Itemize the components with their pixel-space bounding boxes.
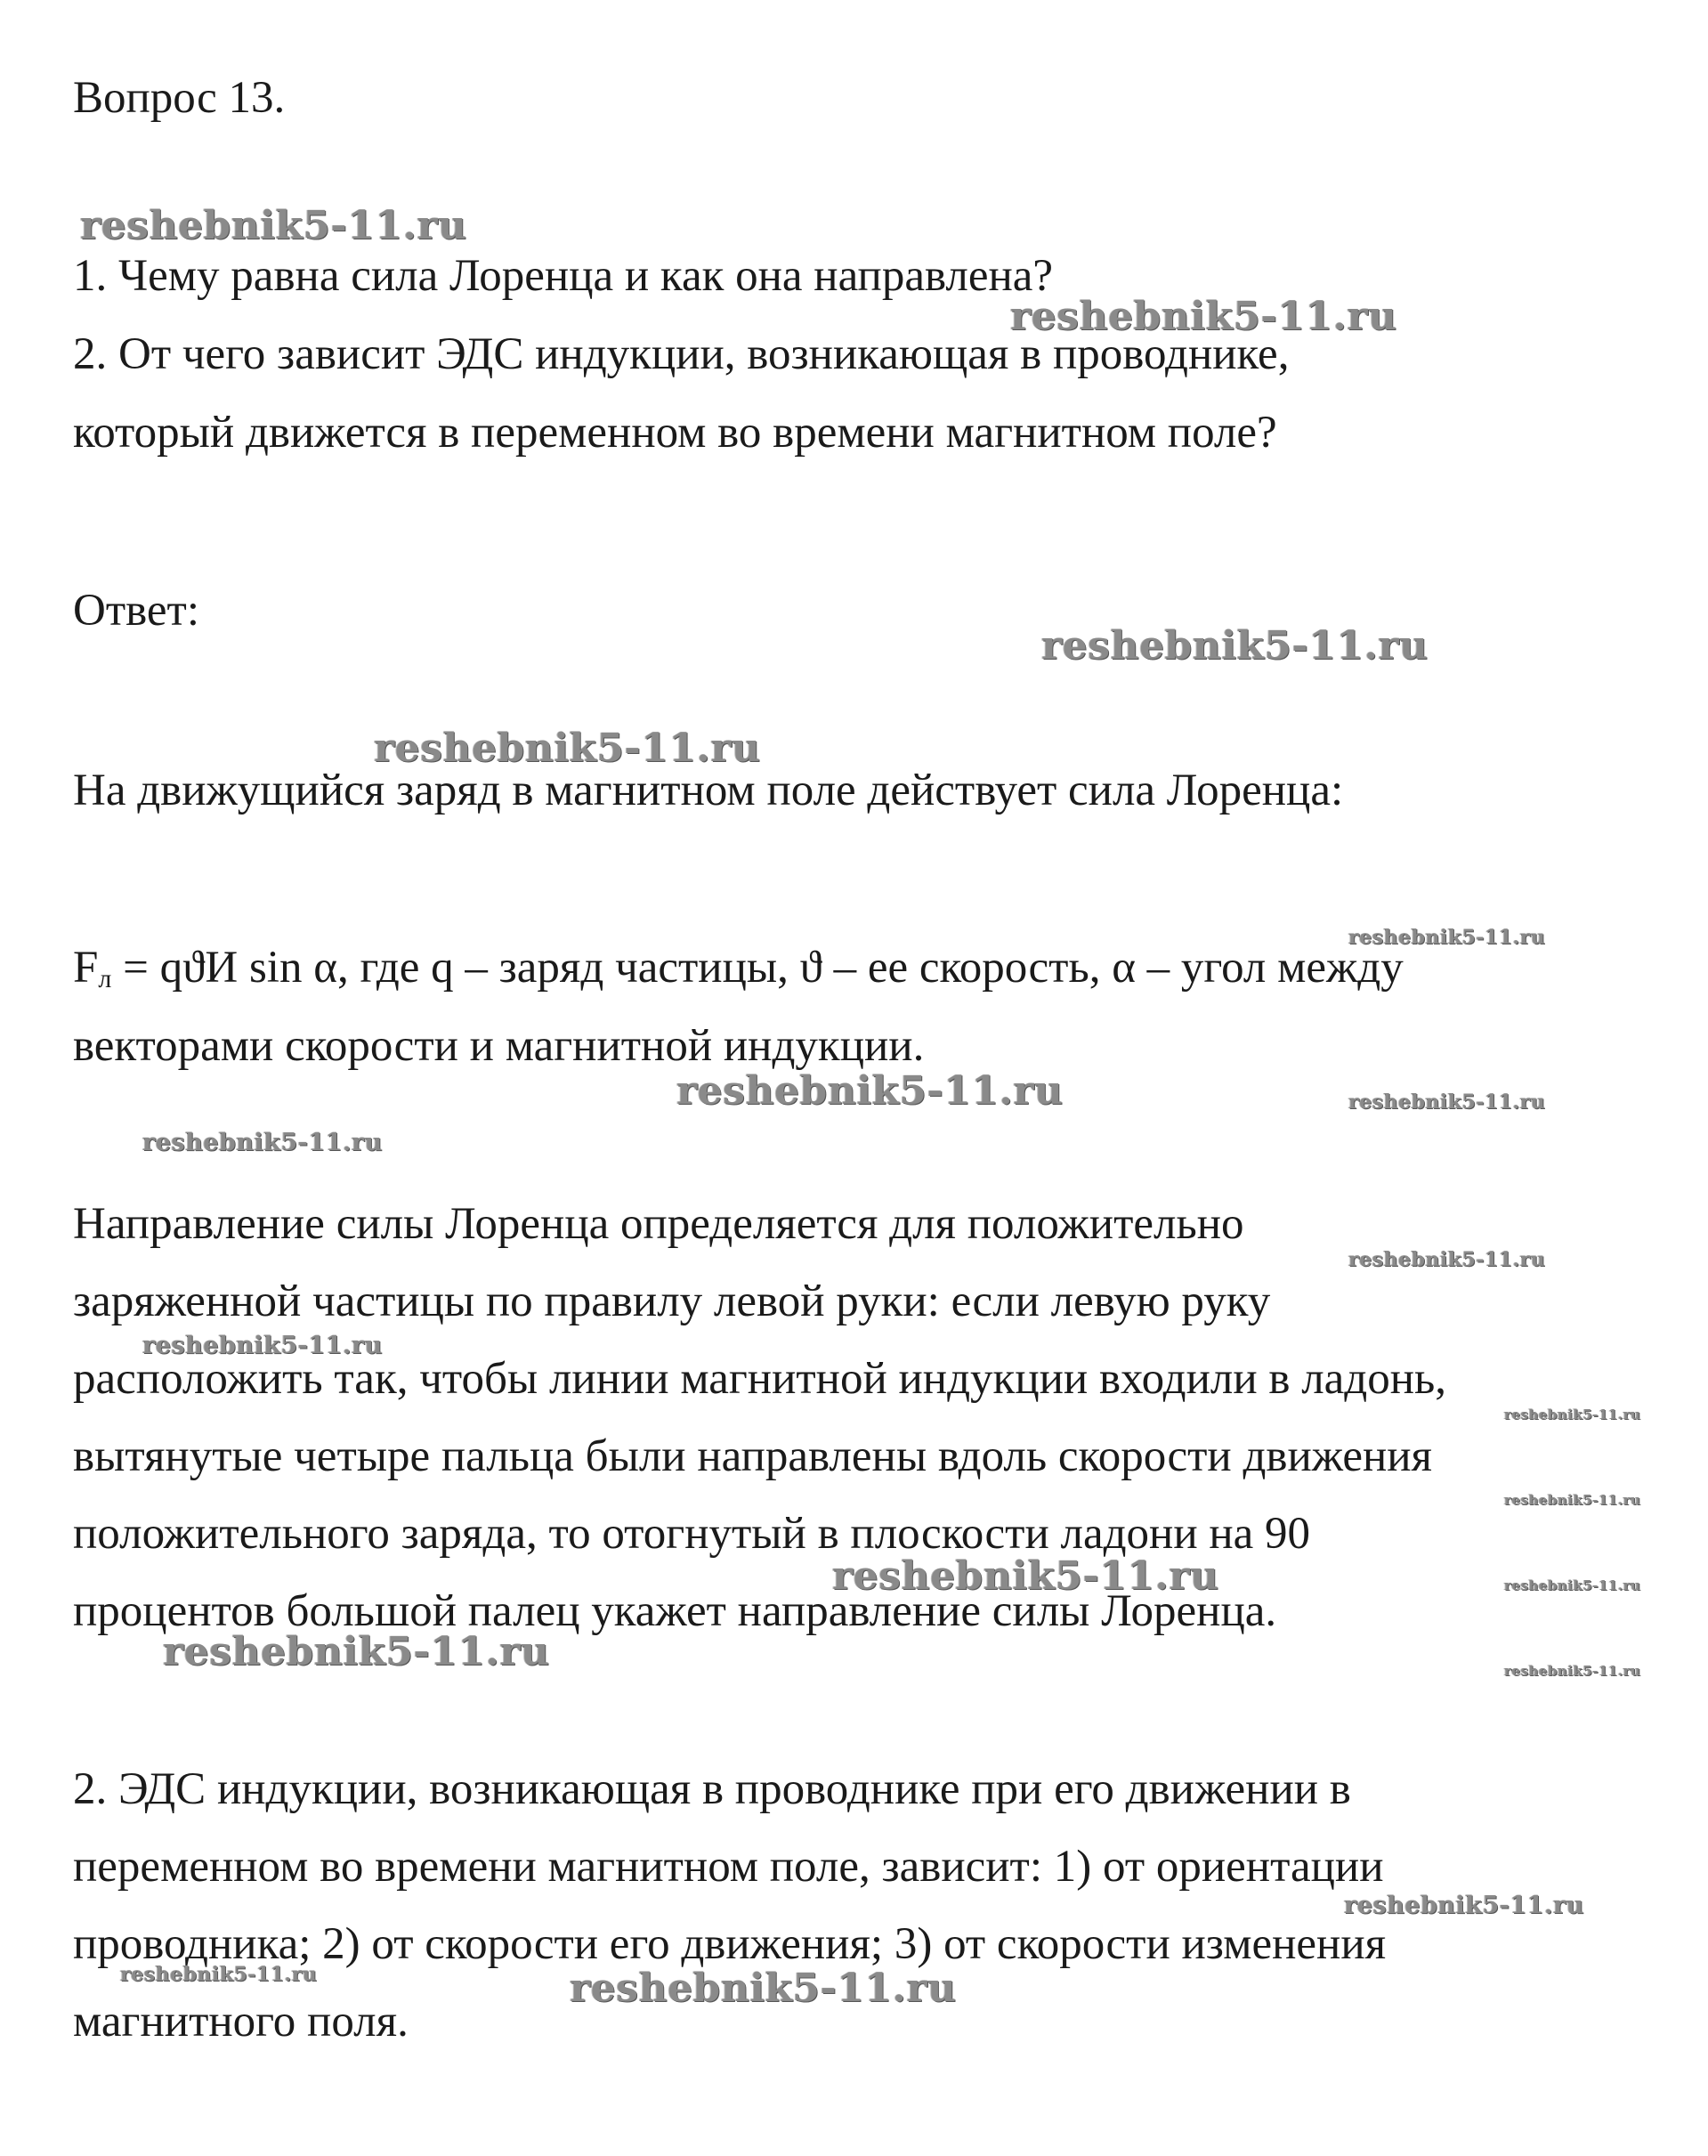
formula-line bbox=[73, 941, 1404, 1006]
watermark: reshebnik5-11.ru bbox=[1344, 1892, 1584, 1919]
question-1: 1. Чему равна сила Лоренца и как она направлена? bbox=[73, 251, 1054, 301]
watermark: reshebnik5-11.ru bbox=[80, 203, 467, 248]
direction-line-1: Направление силы Лоренца определяется для положительно bbox=[73, 1199, 1244, 1249]
direction-line-4: вытянутые четыре пальца были направлены вдоль скорости движения bbox=[73, 1431, 1433, 1481]
watermark: reshebnik5-11.ru bbox=[1504, 1492, 1641, 1508]
watermark: reshebnik5-11.ru bbox=[1348, 926, 1546, 949]
emf-line-2: переменном во времени магнитном поле, зависит: 1) от ориентации bbox=[73, 1842, 1384, 1892]
direction-line-3: расположить так, чтобы линии магнитной индукции входили в ладонь, bbox=[73, 1354, 1447, 1404]
watermark: reshebnik5-11.ru bbox=[374, 725, 761, 771]
direction-line-6: процентов большой палец укажет направление силы Лоренца. bbox=[73, 1586, 1277, 1636]
emf-line-1: 2. ЭДС индукции, возникающая в проводнике при его движении в bbox=[73, 1764, 1351, 1814]
question-2: 2. От чего зависит ЭДС индукции, возникающая в проводнике, bbox=[73, 329, 1290, 379]
question-2-continued: который движется в переменном во времени магнитном поле? bbox=[73, 408, 1277, 458]
watermark: reshebnik5-11.ru bbox=[1041, 623, 1429, 669]
formula-line-2: векторами скорости и магнитной индукции. bbox=[73, 1021, 925, 1071]
formula-symbol: F bbox=[73, 943, 99, 993]
watermark: reshebnik5-11.ru bbox=[142, 1332, 383, 1359]
watermark: reshebnik5-11.ru bbox=[570, 1966, 957, 2011]
emf-line-4: магнитного поля. bbox=[73, 1997, 409, 2047]
direction-line-2: заряженной частицы по правилу левой руки: если левую руку bbox=[73, 1277, 1271, 1326]
watermark: reshebnik5-11.ru bbox=[120, 1963, 318, 1986]
formula-text: = qϑИ sin α, где q – заряд частицы, ϑ – ее скорость, α – угол между bbox=[111, 943, 1404, 993]
direction-line-5: положительного заряда, то отогнутый в плоскости ладони на 90 bbox=[73, 1509, 1311, 1559]
watermark: reshebnik5-11.ru bbox=[1348, 1090, 1546, 1114]
formula-subscript: л bbox=[98, 964, 112, 993]
watermark: reshebnik5-11.ru bbox=[1504, 1406, 1641, 1422]
watermark: reshebnik5-11.ru bbox=[1010, 294, 1397, 339]
watermark: reshebnik5-11.ru bbox=[1504, 1577, 1641, 1593]
watermark: reshebnik5-11.ru bbox=[163, 1629, 550, 1674]
watermark: reshebnik5-11.ru bbox=[1504, 1663, 1641, 1679]
emf-line-3: проводника; 2) от скорости его движения; 3) от скорости изменения bbox=[73, 1919, 1387, 1969]
question-title: Вопрос 13. bbox=[73, 73, 286, 123]
answer-intro: На движущийся заряд в магнитном поле действует сила Лоренца: bbox=[73, 766, 1344, 815]
answer-label: Ответ: bbox=[73, 586, 199, 636]
watermark: reshebnik5-11.ru bbox=[676, 1068, 1064, 1114]
watermark: reshebnik5-11.ru bbox=[142, 1129, 383, 1156]
watermark: reshebnik5-11.ru bbox=[1348, 1248, 1546, 1271]
watermark: reshebnik5-11.ru bbox=[832, 1553, 1219, 1599]
